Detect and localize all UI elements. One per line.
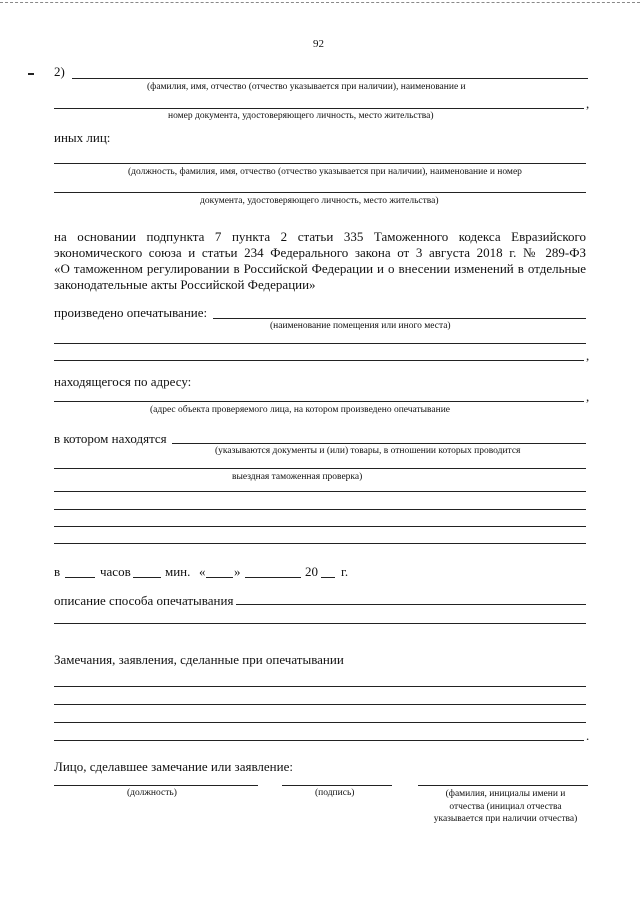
- in-which-line-4: [54, 509, 586, 510]
- remarks-label: Замечания, заявления, сделанные при опечатывании: [54, 652, 344, 667]
- item-2-line: [72, 78, 588, 79]
- caption-premises: (наименование помещения или иного места): [270, 321, 451, 331]
- caption-fio-line-1: (фамилия, инициалы имени и: [445, 789, 566, 799]
- remarks-line-2: [54, 704, 586, 705]
- sealing-place-line-3: [54, 360, 584, 361]
- page-number: 92: [313, 38, 324, 50]
- comma-3: ,: [586, 389, 590, 404]
- item-2-label: 2): [54, 64, 65, 79]
- caption-position-fio: (должность, фамилия, имя, отчество (отчество указывается при наличии), наименование и номер: [128, 167, 522, 177]
- top-dashed-rule: [0, 2, 640, 3]
- in-which-line: [172, 443, 586, 444]
- other-persons-line: [54, 163, 586, 164]
- fio-line: [418, 785, 588, 786]
- other-persons-label: иных лиц:: [54, 130, 111, 145]
- basis-paragraph: [54, 229, 586, 293]
- basis-line-2: экономического союза и статьи 234 Федерального закона от 3 августа 2018 г. № 289-ФЗ: [54, 245, 586, 260]
- left-margin-mark: [28, 73, 34, 75]
- caption-fio-line-2: отчества (инициал отчества: [449, 801, 562, 812]
- sealing-place-line-2: [54, 343, 586, 344]
- caption-position: (должность): [127, 788, 177, 798]
- month-blank: [245, 577, 301, 578]
- year-blank: [321, 577, 335, 578]
- year-g: г.: [341, 564, 349, 579]
- in-which-line-5: [54, 526, 586, 527]
- position-line: [54, 785, 258, 786]
- year-prefix: 20: [305, 564, 318, 579]
- sealing-place-line: [213, 318, 586, 319]
- person-remark-label: Лицо, сделавшее замечание или заявление:: [54, 759, 293, 774]
- caption-fio-block: [418, 788, 593, 826]
- caption-documents: (указываются документы и (или) товары, в отношении которых проводится: [215, 446, 521, 456]
- caption-signature: (подпись): [315, 788, 355, 798]
- signature-line: [282, 785, 392, 786]
- hours-blank: [65, 577, 95, 578]
- sealing-done-label: произведено опечатывание:: [54, 305, 208, 320]
- method-line: [236, 604, 586, 605]
- quote-close: »: [234, 564, 241, 579]
- method-line-2: [54, 623, 586, 624]
- quote-open: «: [199, 564, 206, 579]
- day-blank: [206, 577, 233, 578]
- caption-fio-line-3: указывается при наличии отчества): [433, 814, 578, 824]
- basis-line-4: законодательные акты Российской Федерации»: [54, 277, 316, 292]
- caption-onsite: выездная таможенная проверка): [232, 472, 363, 482]
- remarks-line-3: [54, 722, 586, 723]
- basis-line-3: «О таможенном регулировании в Российской Федерации и о внесении изменений в отдельные: [54, 261, 586, 276]
- method-label: описание способа опечатывания: [54, 593, 234, 608]
- in-which-line-3: [54, 491, 586, 492]
- period: .: [586, 728, 590, 743]
- basis-line-1: на основании подпункта 7 пункта 2 статьи 335 Таможенного кодекса Евразийского: [54, 229, 586, 244]
- caption-fio-doc: (фамилия, имя, отчество (отчество указывается при наличии), наименование и: [147, 82, 466, 92]
- in-which-label: в котором находятся: [54, 431, 167, 446]
- other-persons-line-2: [54, 192, 586, 193]
- time-min: мин.: [165, 564, 191, 579]
- caption-doc-number: номер документа, удостоверяющего личность, место жительства): [168, 111, 434, 121]
- located-at-label: находящегося по адресу:: [54, 374, 192, 389]
- remarks-line-1: [54, 686, 586, 687]
- caption-doc-identity: документа, удостоверяющего личность, место жительства): [200, 196, 439, 206]
- minutes-blank: [133, 577, 161, 578]
- time-v: в: [54, 564, 61, 579]
- in-which-line-6: [54, 543, 586, 544]
- remarks-line-4: [54, 740, 584, 741]
- in-which-line-2: [54, 468, 586, 469]
- comma-2: ,: [586, 348, 590, 363]
- item-2-line-2: [54, 108, 584, 109]
- caption-address: (адрес объекта проверяемого лица, на котором произведено опечатывание: [150, 405, 450, 415]
- address-line: [54, 401, 584, 402]
- time-hours: часов: [100, 564, 131, 579]
- comma-1: ,: [586, 96, 590, 111]
